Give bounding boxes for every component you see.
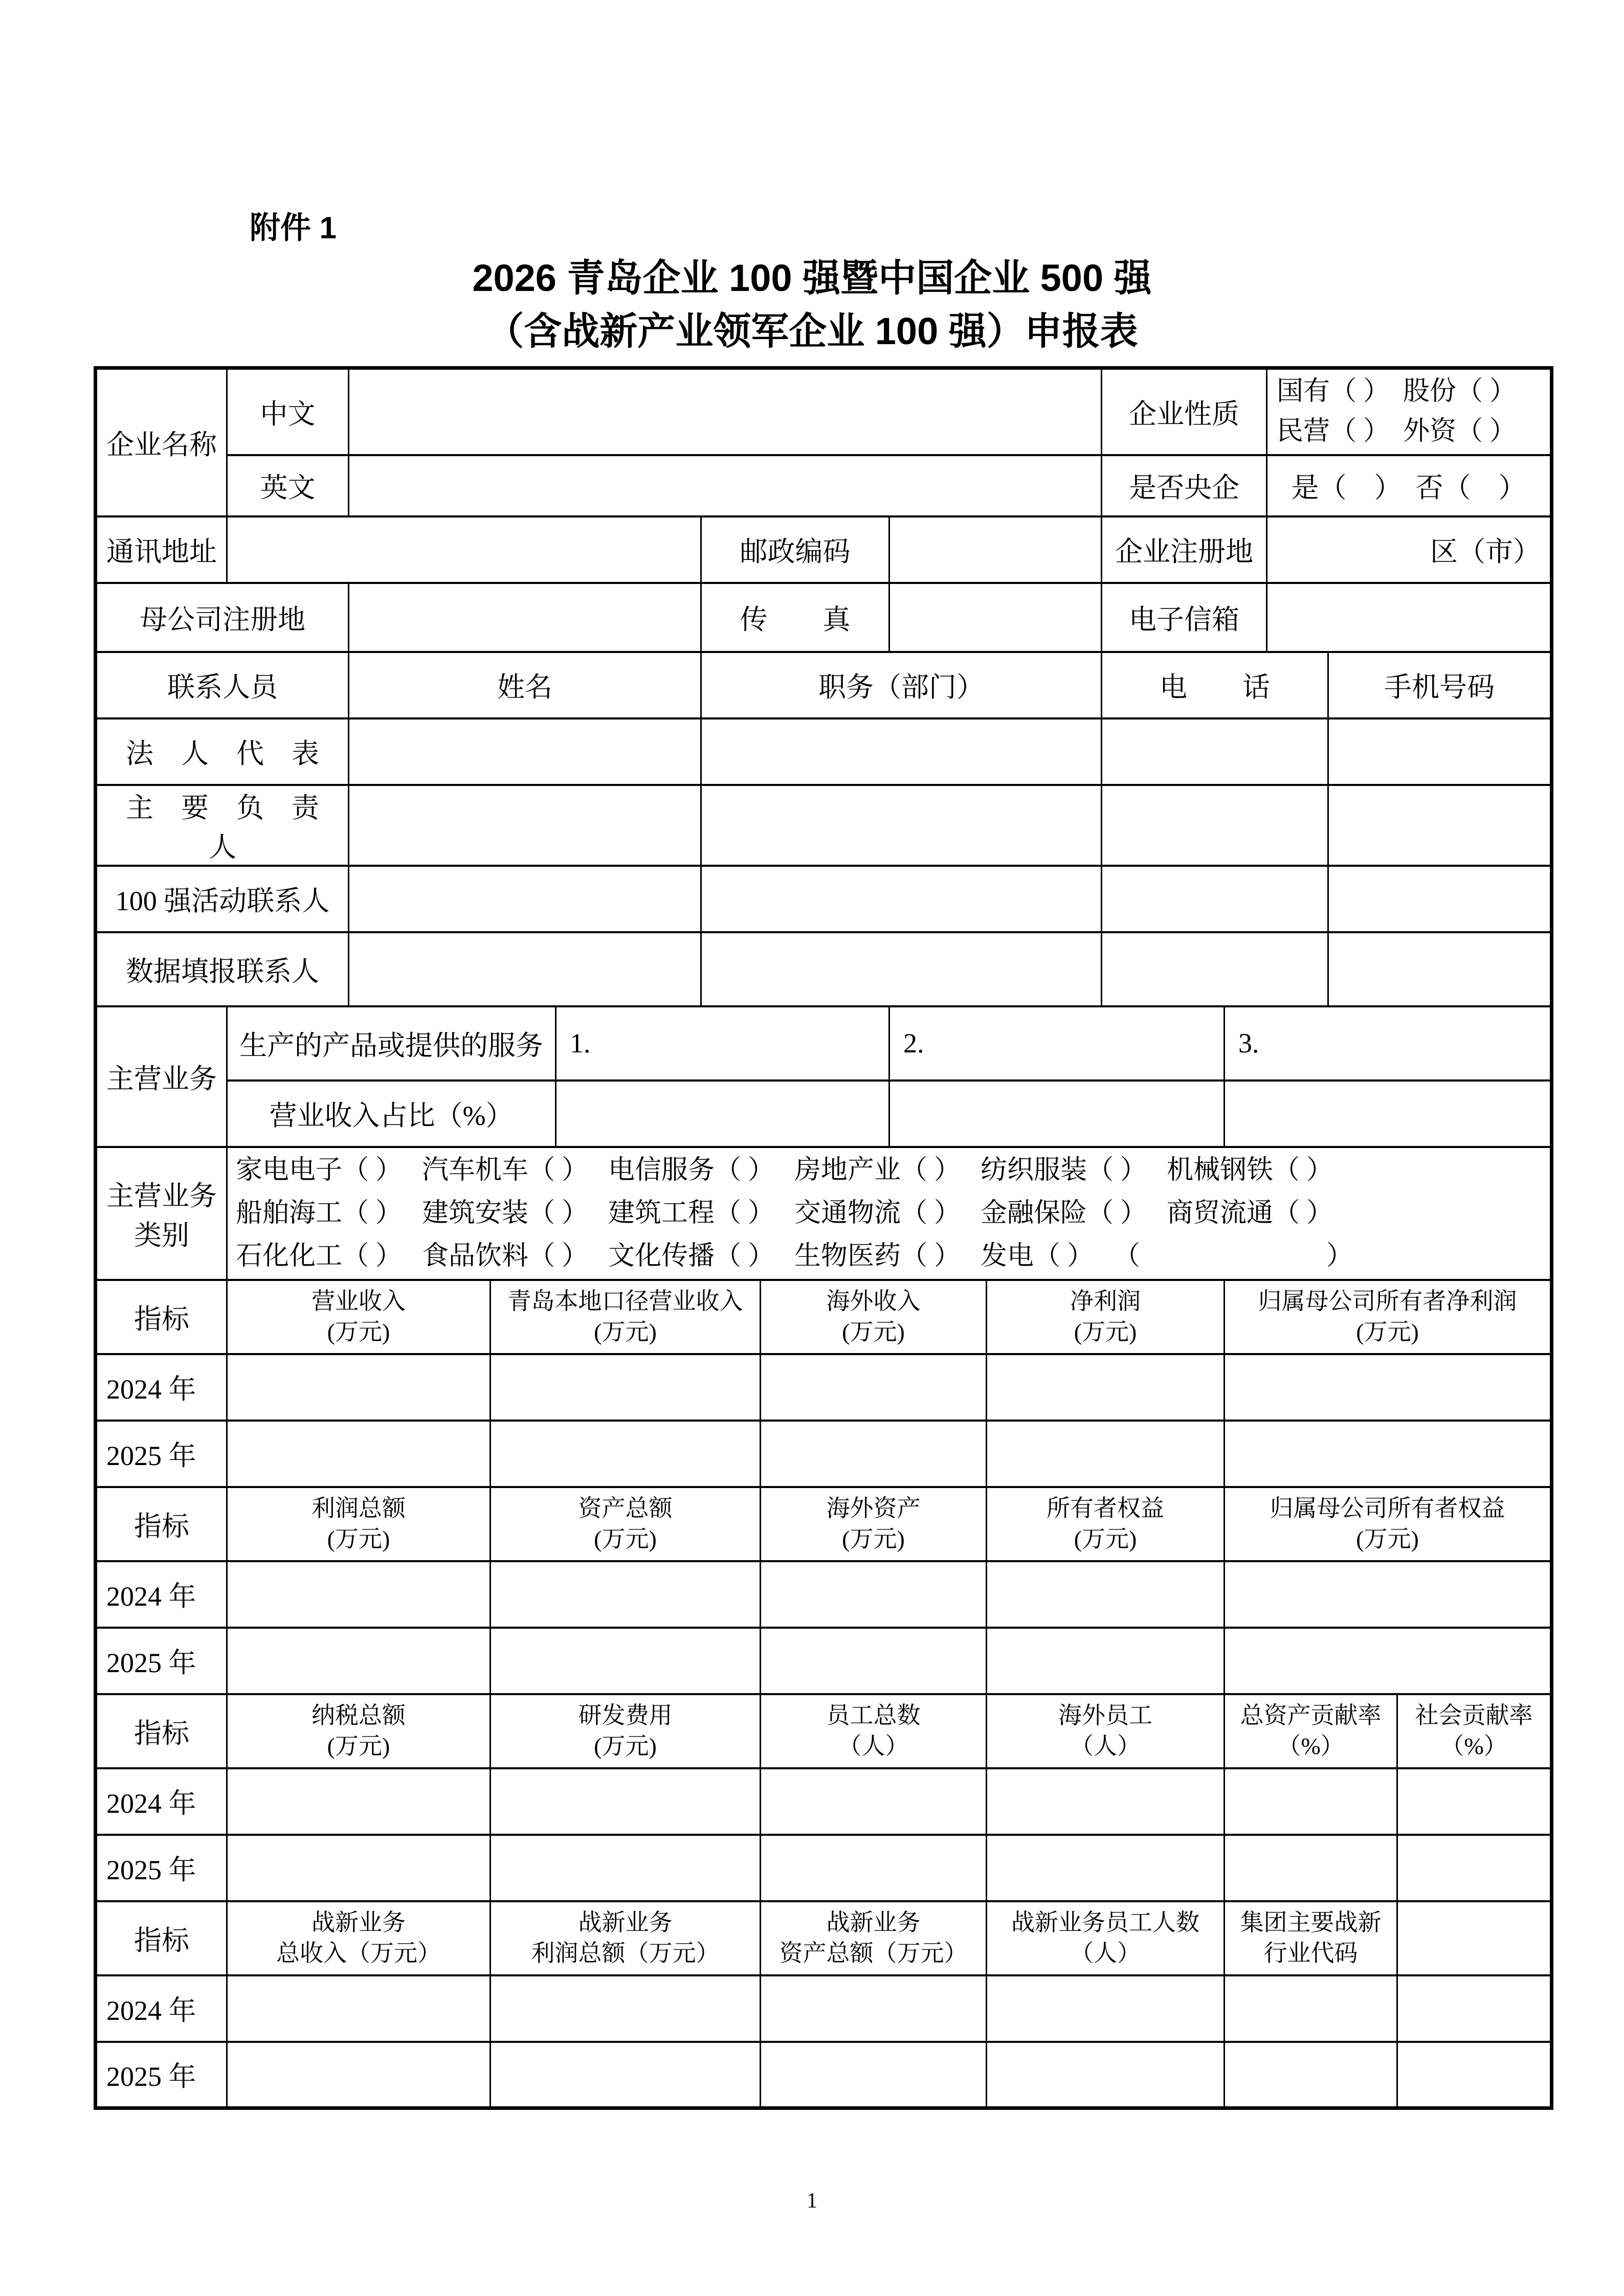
metric-title: 集团主要战新 bbox=[1240, 1909, 1382, 1935]
postal-code-input[interactable] bbox=[889, 516, 1102, 583]
metric-title: 归属母公司所有者净利润 bbox=[1258, 1288, 1517, 1314]
metric-title: 归属母公司所有者权益 bbox=[1270, 1495, 1505, 1521]
mobile-column-header: 手机号码 bbox=[1328, 652, 1552, 718]
category-options-line1: 家电电子（ ） 汽车机车（ ） 电信服务（ ） 房地产业（ ） 纺织服装（ ） 机械钢铁（ ） bbox=[236, 1155, 1333, 1185]
metric-input[interactable] bbox=[1225, 1421, 1552, 1487]
top100-contact-duty-input[interactable] bbox=[701, 866, 1102, 932]
year-label: 2024 年 bbox=[96, 1975, 227, 2042]
metric-header bbox=[227, 1280, 491, 1354]
table-row bbox=[96, 932, 1552, 1006]
table-row bbox=[96, 652, 1552, 718]
metric-unit: (万元) bbox=[327, 1319, 390, 1345]
principal-label: 主 要 负 责 人 bbox=[96, 785, 349, 866]
metric-input[interactable] bbox=[761, 1421, 987, 1487]
top100-contact-phone-input[interactable] bbox=[1102, 866, 1328, 932]
indicator-label: 指标 bbox=[96, 1901, 227, 1975]
page-number: 1 bbox=[807, 2189, 817, 2213]
year-label: 2024 年 bbox=[96, 1354, 227, 1421]
metric-input[interactable] bbox=[1225, 2042, 1397, 2108]
category-options-line3: 石化化工（ ） 食品饮料（ ） 文化传播（ ） 生物医药（ ） 发电（ ） （ ） bbox=[236, 1241, 1353, 1271]
company-name-cn-input[interactable] bbox=[349, 368, 1102, 455]
registered-place-label: 企业注册地 bbox=[1102, 516, 1267, 583]
table-row bbox=[96, 1354, 1552, 1421]
central-soe-label: 是否央企 bbox=[1102, 455, 1267, 516]
metric-header bbox=[761, 1487, 987, 1561]
legal-rep-phone-input[interactable] bbox=[1102, 718, 1328, 785]
metric-input[interactable] bbox=[227, 1975, 491, 2042]
revenue-ratio-label: 营业收入占比（%） bbox=[227, 1081, 556, 1147]
metric-input[interactable] bbox=[1225, 1354, 1552, 1421]
metric-input[interactable] bbox=[987, 1354, 1225, 1421]
metric-header bbox=[227, 1901, 491, 1975]
indicator-label: 指标 bbox=[96, 1694, 227, 1768]
metric-title: 战新业务 bbox=[312, 1909, 406, 1935]
table-row bbox=[96, 368, 1552, 455]
nature-options-line1: 国有（ ） 股份（ ） bbox=[1277, 377, 1517, 407]
metric-input[interactable] bbox=[491, 1354, 761, 1421]
metric-input[interactable] bbox=[1225, 1628, 1552, 1694]
parent-registered-place-input[interactable] bbox=[349, 583, 701, 652]
metric-title: 资产总额 bbox=[578, 1495, 673, 1521]
metric-input[interactable] bbox=[491, 1768, 761, 1835]
year-label: 2025 年 bbox=[96, 1421, 227, 1487]
table-row bbox=[96, 583, 1552, 652]
parent-registered-place-label: 母公司注册地 bbox=[96, 583, 349, 652]
metric-title: 利润总额 bbox=[312, 1495, 406, 1521]
table-row bbox=[96, 1561, 1552, 1628]
legal-rep-mobile-input[interactable] bbox=[1328, 718, 1552, 785]
metric-header bbox=[761, 1901, 987, 1975]
revenue-ratio-1-input[interactable] bbox=[556, 1081, 889, 1147]
metric-input[interactable] bbox=[1225, 1835, 1397, 1901]
metric-header bbox=[1225, 1901, 1397, 1975]
metric-input[interactable] bbox=[761, 1561, 987, 1628]
metric-unit: (万元) bbox=[327, 1526, 390, 1552]
metric-input[interactable] bbox=[1397, 2042, 1552, 2108]
metric-input[interactable] bbox=[491, 1975, 761, 2042]
metric-input[interactable] bbox=[491, 2042, 761, 2108]
metric-input[interactable] bbox=[227, 1421, 491, 1487]
metric-input[interactable] bbox=[761, 1975, 987, 2042]
metric-header bbox=[227, 1694, 491, 1768]
metric-title: 青岛本地口径营业收入 bbox=[507, 1288, 743, 1314]
metric-header bbox=[1225, 1487, 1552, 1561]
metric-input[interactable] bbox=[987, 1421, 1225, 1487]
metric-input[interactable] bbox=[1397, 1975, 1552, 2042]
metric-title: 社会贡献率 bbox=[1415, 1702, 1533, 1728]
metric-title: 海外资产 bbox=[826, 1495, 921, 1521]
metric-header bbox=[491, 1487, 761, 1561]
metric-unit: 行业代码 bbox=[1263, 1940, 1358, 1966]
metric-header bbox=[987, 1694, 1225, 1768]
metric-unit: (万元) bbox=[842, 1526, 905, 1552]
metric-unit: （人） bbox=[1070, 1940, 1141, 1966]
metric-input[interactable] bbox=[987, 1975, 1225, 2042]
metric-header bbox=[1397, 1901, 1552, 1975]
form-title bbox=[0, 252, 1624, 358]
metric-title: 总资产贡献率 bbox=[1240, 1702, 1382, 1728]
metric-unit: （人） bbox=[838, 1733, 909, 1759]
product-2-cell[interactable]: 2. bbox=[889, 1006, 1225, 1081]
legal-rep-label: 法 人 代 表 bbox=[96, 718, 349, 785]
metric-input[interactable] bbox=[491, 1561, 761, 1628]
metric-title: 所有者权益 bbox=[1047, 1495, 1164, 1521]
business-category-label: 主营业务类别 bbox=[96, 1147, 227, 1280]
mail-address-input[interactable] bbox=[227, 516, 701, 583]
metric-input[interactable] bbox=[1397, 1835, 1552, 1901]
metric-input[interactable] bbox=[761, 1835, 987, 1901]
form-title-line1: 2026 青岛企业 100 强暨中国企业 500 强 bbox=[472, 257, 1152, 299]
mail-address-label: 通讯地址 bbox=[96, 516, 227, 583]
table-row bbox=[96, 866, 1552, 932]
metric-header bbox=[761, 1694, 987, 1768]
table-row bbox=[96, 516, 1552, 583]
table-row bbox=[96, 785, 1552, 866]
enterprise-nature-options[interactable] bbox=[1267, 368, 1552, 455]
year-label: 2025 年 bbox=[96, 2042, 227, 2108]
indicator-label: 指标 bbox=[96, 1487, 227, 1561]
table-row bbox=[96, 1628, 1552, 1694]
duty-column-header: 职务（部门） bbox=[701, 652, 1102, 718]
table-row bbox=[96, 1835, 1552, 1901]
product-3-cell[interactable]: 3. bbox=[1225, 1006, 1552, 1081]
main-business-label: 主营业务 bbox=[96, 1006, 227, 1147]
metric-input[interactable] bbox=[761, 2042, 987, 2108]
fax-label: 传 真 bbox=[701, 583, 889, 652]
metric-input[interactable] bbox=[227, 1354, 491, 1421]
metric-unit: （%） bbox=[1277, 1733, 1344, 1759]
metric-header bbox=[491, 1280, 761, 1354]
email-input[interactable] bbox=[1267, 583, 1552, 652]
metric-input[interactable] bbox=[1225, 1561, 1552, 1628]
chinese-label: 中文 bbox=[227, 368, 349, 455]
name-column-header: 姓名 bbox=[349, 652, 701, 718]
table-row bbox=[96, 1147, 1552, 1280]
principal-name-input[interactable] bbox=[349, 785, 701, 866]
metric-header bbox=[761, 1280, 987, 1354]
table-row bbox=[96, 2042, 1552, 2108]
table-row bbox=[96, 1901, 1552, 1975]
metric-header bbox=[1225, 1280, 1552, 1354]
enterprise-nature-label: 企业性质 bbox=[1102, 368, 1267, 455]
revenue-ratio-2-input[interactable] bbox=[889, 1081, 1225, 1147]
category-options-line2: 船舶海工（ ） 建筑安装（ ） 建筑工程（ ） 交通物流（ ） 金融保险（ ） 商贸流通（ ） bbox=[236, 1198, 1333, 1228]
metric-input[interactable] bbox=[761, 1354, 987, 1421]
company-name-en-input[interactable] bbox=[349, 455, 1102, 516]
table-row bbox=[96, 455, 1552, 516]
metric-header bbox=[491, 1694, 761, 1768]
metric-input[interactable] bbox=[491, 1835, 761, 1901]
metric-input[interactable] bbox=[1225, 1768, 1397, 1835]
metric-header bbox=[227, 1487, 491, 1561]
metric-title: 研发费用 bbox=[578, 1702, 673, 1728]
metric-title: 海外员工 bbox=[1058, 1702, 1152, 1728]
data-contact-mobile-input[interactable] bbox=[1328, 932, 1552, 1006]
metric-unit: （%） bbox=[1440, 1733, 1507, 1759]
metric-unit: (万元) bbox=[1356, 1319, 1419, 1345]
metric-title: 纳税总额 bbox=[312, 1702, 406, 1728]
metric-input[interactable] bbox=[227, 1561, 491, 1628]
attachment-label: 附件 1 bbox=[250, 211, 337, 245]
top100-contact-name-input[interactable] bbox=[349, 866, 701, 932]
fax-input[interactable] bbox=[889, 583, 1102, 652]
metric-unit: （人） bbox=[1070, 1733, 1141, 1759]
year-label: 2024 年 bbox=[96, 1561, 227, 1628]
metric-title: 员工总数 bbox=[826, 1702, 921, 1728]
metric-unit: (万元) bbox=[842, 1319, 905, 1345]
metric-title: 战新业务员工人数 bbox=[1011, 1909, 1199, 1935]
metric-header bbox=[987, 1487, 1225, 1561]
metric-title: 营业收入 bbox=[312, 1288, 406, 1314]
metric-input[interactable] bbox=[761, 1768, 987, 1835]
metric-input[interactable] bbox=[1225, 1975, 1397, 2042]
metric-unit: (万元) bbox=[594, 1733, 657, 1759]
metric-input[interactable] bbox=[987, 1628, 1225, 1694]
table-row bbox=[96, 1487, 1552, 1561]
english-label: 英文 bbox=[227, 455, 349, 516]
metric-input[interactable] bbox=[227, 1835, 491, 1901]
metric-unit: (万元) bbox=[594, 1319, 657, 1345]
table-row bbox=[96, 1694, 1552, 1768]
top100-contact-mobile-input[interactable] bbox=[1328, 866, 1552, 932]
nature-options-line2: 民营（ ） 外资（ ） bbox=[1277, 417, 1517, 446]
table-row bbox=[96, 718, 1552, 785]
top100-contact-label: 100 强活动联系人 bbox=[96, 866, 349, 932]
metric-header bbox=[987, 1280, 1225, 1354]
central-soe-options[interactable]: 是（ ） 否（ ） bbox=[1267, 455, 1552, 516]
year-label: 2025 年 bbox=[96, 1628, 227, 1694]
metric-unit: 利润总额（万元） bbox=[531, 1940, 720, 1966]
metric-title: 战新业务 bbox=[578, 1909, 673, 1935]
table-row bbox=[96, 1081, 1552, 1147]
metric-unit: (万元) bbox=[1074, 1526, 1137, 1552]
metric-input[interactable] bbox=[227, 2042, 491, 2108]
metric-header bbox=[1225, 1694, 1397, 1768]
principal-mobile-input[interactable] bbox=[1328, 785, 1552, 866]
metric-title: 海外收入 bbox=[826, 1288, 921, 1314]
metric-input[interactable] bbox=[761, 1628, 987, 1694]
email-label: 电子信箱 bbox=[1102, 583, 1267, 652]
metric-title: 战新业务 bbox=[826, 1909, 921, 1935]
metric-input[interactable] bbox=[1397, 1768, 1552, 1835]
metric-unit: 总收入（万元） bbox=[276, 1940, 441, 1966]
metric-unit: (万元) bbox=[327, 1733, 390, 1759]
metric-input[interactable] bbox=[491, 1421, 761, 1487]
table-row bbox=[96, 1421, 1552, 1487]
metric-input[interactable] bbox=[227, 1628, 491, 1694]
company-name-label: 企业名称 bbox=[96, 368, 227, 516]
legal-rep-duty-input[interactable] bbox=[701, 718, 1102, 785]
metric-header bbox=[987, 1901, 1225, 1975]
data-contact-duty-input[interactable] bbox=[701, 932, 1102, 1006]
principal-phone-input[interactable] bbox=[1102, 785, 1328, 866]
table-row bbox=[96, 1975, 1552, 2042]
products-services-label: 生产的产品或提供的服务 bbox=[227, 1006, 556, 1081]
form-title-line2: （含战新产业领军企业 100 强）申报表 bbox=[486, 310, 1138, 352]
contacts-header-label: 联系人员 bbox=[96, 652, 349, 718]
metric-input[interactable] bbox=[227, 1768, 491, 1835]
metric-title: 净利润 bbox=[1070, 1288, 1141, 1314]
data-contact-phone-input[interactable] bbox=[1102, 932, 1328, 1006]
metric-header bbox=[1397, 1694, 1552, 1768]
metric-unit: 资产总额（万元） bbox=[779, 1940, 968, 1966]
metric-input[interactable] bbox=[987, 1835, 1225, 1901]
metric-header bbox=[491, 1901, 761, 1975]
business-category-options[interactable] bbox=[227, 1147, 1552, 1280]
metric-input[interactable] bbox=[987, 2042, 1225, 2108]
year-label: 2024 年 bbox=[96, 1768, 227, 1835]
metric-input[interactable] bbox=[987, 1768, 1225, 1835]
table-row bbox=[96, 1768, 1552, 1835]
revenue-ratio-3-input[interactable] bbox=[1225, 1081, 1552, 1147]
registered-place-input[interactable]: 区（市） bbox=[1267, 516, 1552, 583]
data-contact-label: 数据填报联系人 bbox=[96, 932, 349, 1006]
metric-unit: (万元) bbox=[1356, 1526, 1419, 1552]
data-contact-name-input[interactable] bbox=[349, 932, 701, 1006]
legal-rep-name-input[interactable] bbox=[349, 718, 701, 785]
metric-input[interactable] bbox=[491, 1628, 761, 1694]
metric-unit: (万元) bbox=[594, 1526, 657, 1552]
year-label: 2025 年 bbox=[96, 1835, 227, 1901]
principal-duty-input[interactable] bbox=[701, 785, 1102, 866]
product-1-cell[interactable]: 1. bbox=[556, 1006, 889, 1081]
metric-input[interactable] bbox=[987, 1561, 1225, 1628]
indicator-label: 指标 bbox=[96, 1280, 227, 1354]
postal-code-label: 邮政编码 bbox=[701, 516, 889, 583]
metric-unit: (万元) bbox=[1074, 1319, 1137, 1345]
table-row bbox=[96, 1280, 1552, 1354]
table-row bbox=[96, 1006, 1552, 1081]
application-form-table bbox=[94, 366, 1553, 2110]
phone-column-header: 电 话 bbox=[1102, 652, 1328, 718]
